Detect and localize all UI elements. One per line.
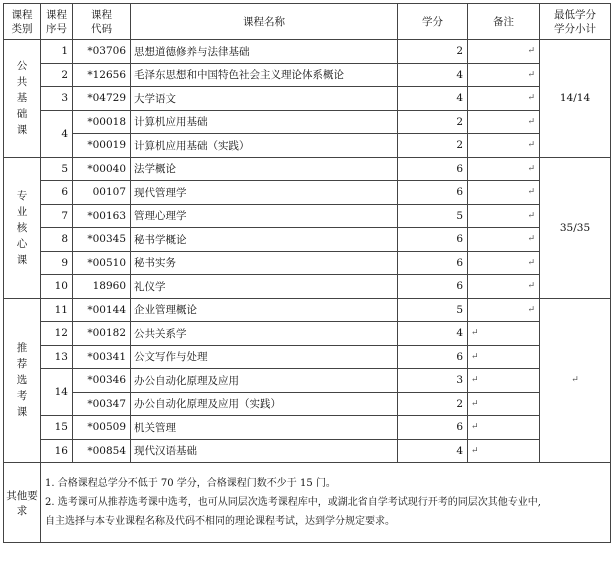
cell-credit: 6 <box>398 251 468 275</box>
table-row <box>4 275 611 299</box>
cell-credit: 4 <box>398 322 468 346</box>
cell-name: 公文写作与处理 <box>131 345 398 369</box>
cell-remark: ↵ <box>468 204 540 228</box>
cell-name: 计算机应用基础 <box>131 110 398 134</box>
other-requirements-label: 其他要求 <box>4 463 41 543</box>
table-row <box>4 134 611 158</box>
course-plan-table <box>3 3 611 543</box>
cell-code: *00509 <box>73 416 131 440</box>
table-row <box>4 63 611 87</box>
cell-remark: ↵ <box>468 134 540 158</box>
cell-seq: 15 <box>41 416 73 440</box>
other-requirements-row <box>4 463 611 543</box>
category-public <box>4 40 41 158</box>
category-char: 荐 <box>16 358 28 371</box>
table-row <box>4 157 611 181</box>
header-credit: 学分 <box>398 4 468 40</box>
table-row <box>4 110 611 134</box>
header-row <box>4 4 611 40</box>
cell-name: 企业管理概论 <box>131 298 398 322</box>
cell-remark: ↵ <box>468 322 540 346</box>
header-seq: 课程 序号 <box>41 4 73 40</box>
cell-code: *00040 <box>73 157 131 181</box>
cell-seq: 8 <box>41 228 73 252</box>
cell-remark: ↵ <box>468 228 540 252</box>
cell-credit: 5 <box>398 298 468 322</box>
cell-code: *00018 <box>73 110 131 134</box>
cell-credit: 4 <box>398 87 468 111</box>
cell-seq: 2 <box>41 63 73 87</box>
cell-code: 18960 <box>73 275 131 299</box>
cell-code: *00341 <box>73 345 131 369</box>
cell-remark: ↵ <box>468 251 540 275</box>
cell-remark: ↵ <box>468 298 540 322</box>
cell-remark: ↵ <box>468 63 540 87</box>
table-row <box>4 439 611 463</box>
cell-credit: 2 <box>398 392 468 416</box>
cell-name: 大学语文 <box>131 87 398 111</box>
table-row <box>4 392 611 416</box>
cell-seq: 11 <box>41 298 73 322</box>
category-char: 课 <box>16 406 28 419</box>
category-char: 专 <box>16 189 28 202</box>
cell-credit: 2 <box>398 134 468 158</box>
table-row <box>4 204 611 228</box>
cell-remark: ↵ <box>468 40 540 64</box>
table-row <box>4 251 611 275</box>
cell-code: *04729 <box>73 87 131 111</box>
header-category: 课程 类别 <box>4 4 41 40</box>
cell-code: *00182 <box>73 322 131 346</box>
cell-seq: 7 <box>41 204 73 228</box>
category-char: 考 <box>16 390 28 403</box>
cell-code: *00019 <box>73 134 131 158</box>
cell-name: 办公自动化原理及应用 <box>131 369 398 393</box>
cell-name: 秘书学概论 <box>131 228 398 252</box>
cell-code: *00347 <box>73 392 131 416</box>
table-row <box>4 40 611 64</box>
cell-name: 毛泽东思想和中国特色社会主义理论体系概论 <box>131 63 398 87</box>
category-char: 课 <box>16 253 28 266</box>
cell-seq: 14 <box>41 369 73 416</box>
cell-name: 现代汉语基础 <box>131 439 398 463</box>
category-elective <box>4 298 41 463</box>
cell-name: 办公自动化原理及应用（实践） <box>131 392 398 416</box>
cell-code: *00345 <box>73 228 131 252</box>
cell-code: *00346 <box>73 369 131 393</box>
cell-credit: 2 <box>398 110 468 134</box>
cell-name: 法学概论 <box>131 157 398 181</box>
cell-credit: 2 <box>398 40 468 64</box>
cell-remark: ↵ <box>468 416 540 440</box>
cell-credit: 6 <box>398 345 468 369</box>
cell-remark: ↵ <box>468 87 540 111</box>
cell-remark: ↵ <box>468 345 540 369</box>
cell-seq: 1 <box>41 40 73 64</box>
cell-name: 机关管理 <box>131 416 398 440</box>
subtotal-public: 14/14 <box>540 40 611 158</box>
category-char: 础 <box>16 108 28 121</box>
category-char: 选 <box>16 374 28 387</box>
cell-name: 计算机应用基础（实践） <box>131 134 398 158</box>
cell-code: *03706 <box>73 40 131 64</box>
cell-credit: 4 <box>398 439 468 463</box>
cell-credit: 6 <box>398 416 468 440</box>
cell-credit: 4 <box>398 63 468 87</box>
cell-name: 现代管理学 <box>131 181 398 205</box>
category-char: 共 <box>16 76 28 89</box>
header-remark: 备注 <box>468 4 540 40</box>
category-char: 心 <box>16 237 28 250</box>
table-row <box>4 345 611 369</box>
cell-credit: 6 <box>398 228 468 252</box>
cell-remark: ↵ <box>468 439 540 463</box>
cell-seq: 9 <box>41 251 73 275</box>
cell-seq: 16 <box>41 439 73 463</box>
category-core <box>4 157 41 298</box>
cell-code: *00163 <box>73 204 131 228</box>
cell-seq: 12 <box>41 322 73 346</box>
header-min-credit: 最低学分 学分小计 <box>540 4 611 40</box>
cell-seq: 6 <box>41 181 73 205</box>
category-char: 推 <box>16 342 28 355</box>
cell-code: *00854 <box>73 439 131 463</box>
requirement-line: 自主选择与本专业课程名称及代码不相同的理论课程考试，达到学分规定要求。 <box>45 516 395 527</box>
requirement-line: 1. 合格课程总学分不低于 70 学分，合格课程门数不少于 15 门。 <box>45 478 336 489</box>
table-row <box>4 298 611 322</box>
cell-seq: 3 <box>41 87 73 111</box>
cell-name: 思想道德修养与法律基础 <box>131 40 398 64</box>
cell-remark: ↵ <box>468 157 540 181</box>
category-char: 基 <box>16 92 28 105</box>
header-name: 课程名称 <box>131 4 398 40</box>
cell-name: 管理心理学 <box>131 204 398 228</box>
cell-name: 公共关系学 <box>131 322 398 346</box>
table-row <box>4 369 611 393</box>
cell-remark: ↵ <box>468 181 540 205</box>
cell-code: *00144 <box>73 298 131 322</box>
cell-seq: 4 <box>41 110 73 157</box>
cell-remark: ↵ <box>468 275 540 299</box>
table-row <box>4 181 611 205</box>
cell-remark: ↵ <box>468 392 540 416</box>
cell-name: 秘书实务 <box>131 251 398 275</box>
header-code: 课程 代码 <box>73 4 131 40</box>
table-row <box>4 322 611 346</box>
cell-code: *12656 <box>73 63 131 87</box>
cell-seq: 13 <box>41 345 73 369</box>
table-row <box>4 87 611 111</box>
cell-name: 礼仪学 <box>131 275 398 299</box>
table-row <box>4 228 611 252</box>
category-char: 核 <box>16 221 28 234</box>
category-char: 业 <box>16 205 28 218</box>
category-char: 公 <box>16 60 28 73</box>
cell-seq: 5 <box>41 157 73 181</box>
cell-code: 00107 <box>73 181 131 205</box>
cell-seq: 10 <box>41 275 73 299</box>
cell-remark: ↵ <box>468 369 540 393</box>
other-requirements-text <box>41 463 611 543</box>
cell-credit: 5 <box>398 204 468 228</box>
cell-credit: 3 <box>398 369 468 393</box>
subtotal-core: 35/35 <box>540 157 611 298</box>
cell-credit: 6 <box>398 275 468 299</box>
requirement-line: 2. 选考课可从推荐选考课中选考，也可从同层次选考课程库中，或湖北省自学考试现行开考的同层次其他专业中, <box>45 497 541 508</box>
subtotal-elective: ↵ <box>540 298 611 463</box>
cell-code: *00510 <box>73 251 131 275</box>
table-row <box>4 416 611 440</box>
cell-credit: 6 <box>398 157 468 181</box>
cell-remark: ↵ <box>468 110 540 134</box>
category-char: 课 <box>16 124 28 137</box>
cell-credit: 6 <box>398 181 468 205</box>
